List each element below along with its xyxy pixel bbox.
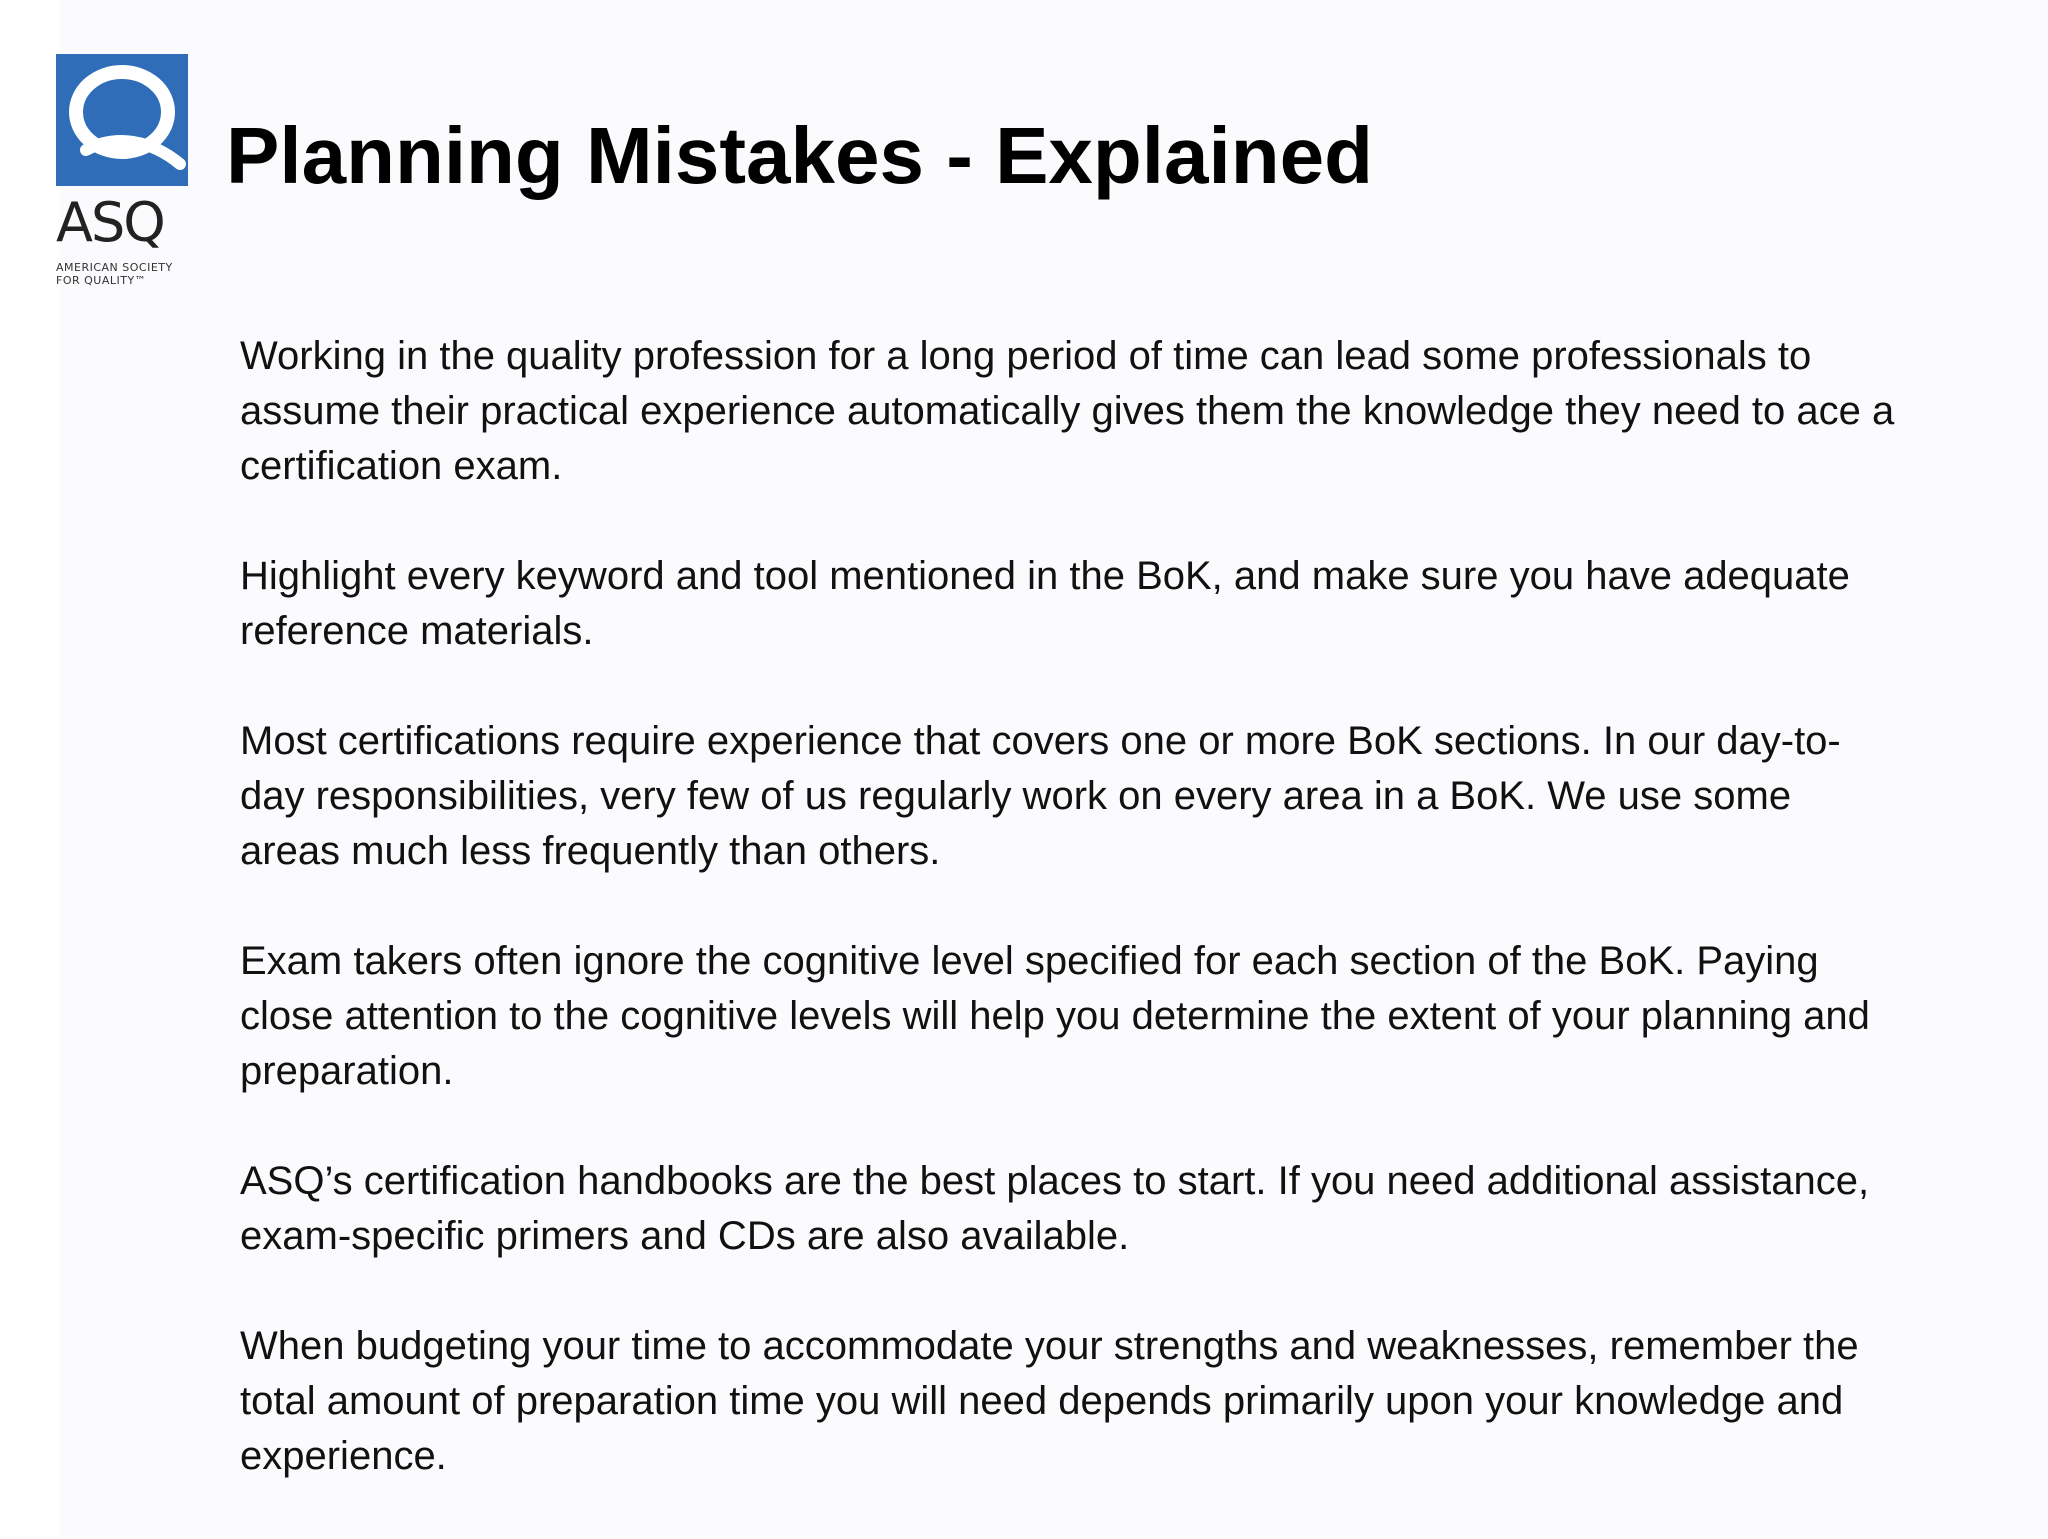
asq-logo xyxy=(56,54,196,294)
paragraph-keywords: Highlight every keyword and tool mentioned in the BoK, and make sure you have adequate reference materials. xyxy=(240,554,1850,653)
logo-tagline: AMERICAN SOCIETY FOR QUALITY™ xyxy=(56,261,173,287)
paragraph-bok-sections: Most certifications require experience that covers one or more BoK sections. In our day-to-day responsibilities, very few of us regularly work on every area in a BoK. We use some areas much less frequently than others. xyxy=(240,719,1841,873)
page-title: Planning Mistakes - Explained xyxy=(226,111,1373,200)
paragraph-budgeting-time: When budgeting your time to accommodate your strengths and weaknesses, remember the total amount of preparation time you will need depends primarily upon your knowledge and experience. xyxy=(240,1324,1859,1478)
logo-wordmark: ASQ xyxy=(56,191,164,254)
body-text xyxy=(240,329,1900,1539)
paragraph-cognitive-level: Exam takers often ignore the cognitive level specified for each section of the BoK. Paying close attention to the cognitive levels will help you determine the extent of your planning and preparation. xyxy=(240,939,1870,1093)
paragraph-experience: Working in the quality profession for a long period of time can lead some professionals to assume their practical experience automatically gives them the knowledge they need to ace a certification exam. xyxy=(240,334,1895,488)
asq-q-logo-icon xyxy=(56,54,188,186)
paragraph-handbooks: ASQ’s certification handbooks are the best places to start. If you need additional assistance, exam-specific primers and CDs are also available. xyxy=(240,1159,1870,1258)
